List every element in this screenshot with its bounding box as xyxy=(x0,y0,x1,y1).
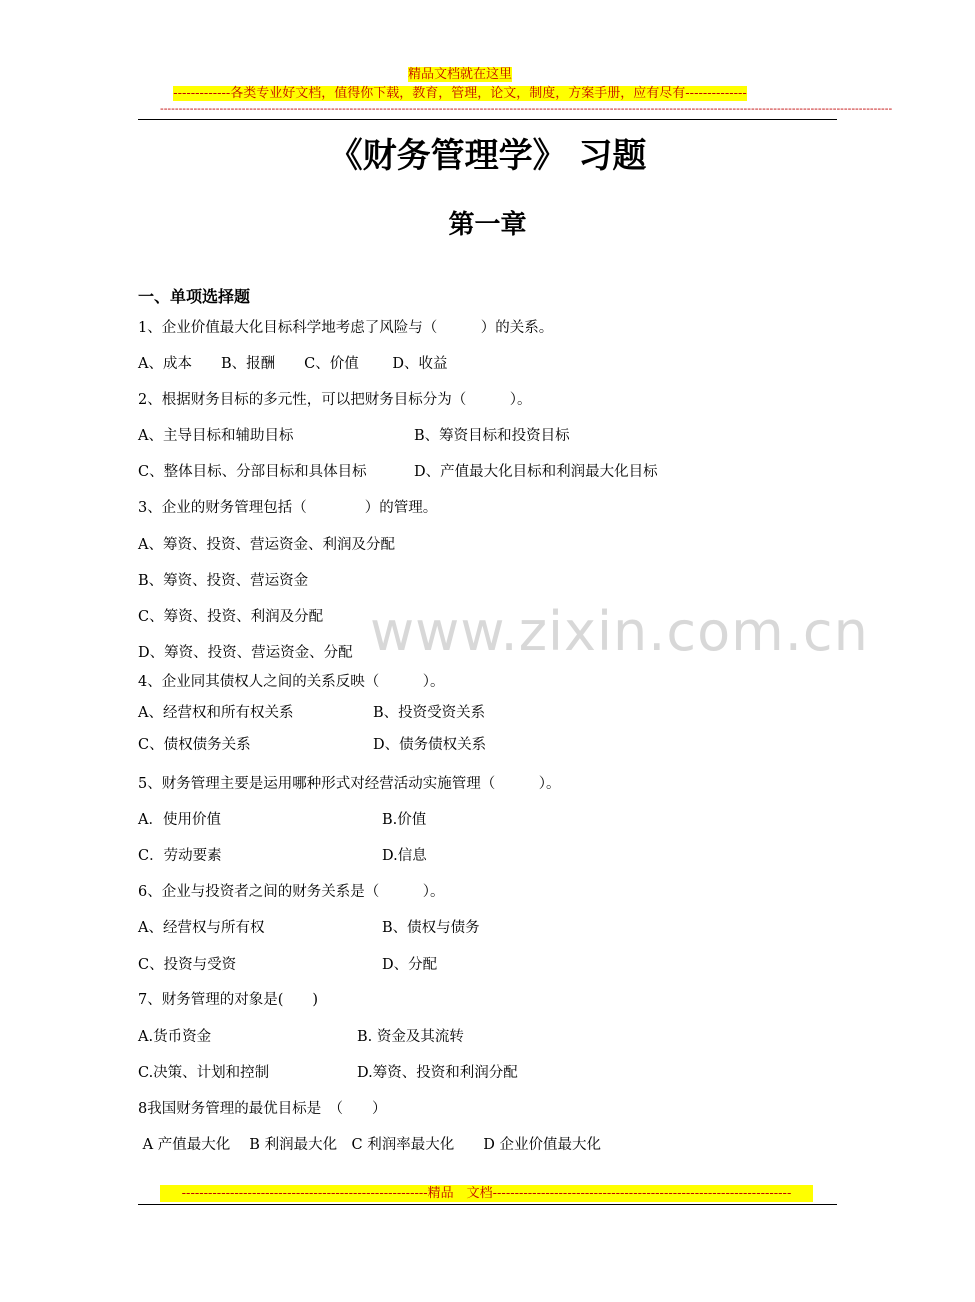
question-2-option-b: B、筹资目标和投资目标 xyxy=(414,428,570,444)
question-6: 6、企业与投资者之间的财务关系是（ ）。 xyxy=(138,884,445,900)
question-7-option-c: C.决策、计划和控制 xyxy=(138,1065,270,1081)
question-7-option-b: B. 资金及其流转 xyxy=(357,1029,464,1045)
header-tagline: 精品文档就在这里 xyxy=(407,67,512,82)
question-3-option-b: B、筹资、投资、营运资金 xyxy=(138,573,309,589)
question-2-option-c: C、整体目标、分部目标和具体目标 xyxy=(138,464,367,480)
question-2-option-a: A、主导目标和辅助目标 xyxy=(138,428,294,444)
question-1-options: A、成本 B、报酬 C、价值 D、收益 xyxy=(138,356,448,372)
question-3-option-a: A、筹资、投资、营运资金、利润及分配 xyxy=(138,537,395,553)
question-4-option-a: A、经营权和所有权关系 xyxy=(138,705,294,721)
question-8-options: A 产值最大化 B 利润最大化 C 利润率最大化 D 企业价值最大化 xyxy=(138,1137,601,1153)
question-6-option-c: C、投资与受资 xyxy=(138,957,237,973)
question-2: 2、根据财务目标的多元性，可以把财务目标分为（ ）。 xyxy=(138,392,532,408)
chapter-heading: 第一章 xyxy=(448,210,527,240)
question-4-option-c: C、债权债务关系 xyxy=(138,737,251,753)
question-6-option-a: A、经营权与所有权 xyxy=(138,920,265,936)
question-2-option-d: D、产值最大化目标和利润最大化目标 xyxy=(414,464,658,480)
question-6-option-d: D、分配 xyxy=(382,957,438,973)
question-5: 5、财务管理主要是运用哪种形式对经营活动实施管理（ ）。 xyxy=(138,776,561,792)
question-7: 7、财务管理的对象是( ) xyxy=(138,992,319,1008)
question-4-option-b: B、投资受资关系 xyxy=(373,705,486,721)
watermark: www.zixin.com.cn xyxy=(370,600,869,663)
footer-banner: --------------------------------------------------------精品 文档-------------------------------------------------------------------- xyxy=(160,1185,813,1202)
header-dashes: ----------------------------------------------------------------------------------------------------------------------------------------------------------------------------------------------------- xyxy=(160,102,893,115)
question-6-option-b: B、债权与债务 xyxy=(382,920,480,936)
footer-rule xyxy=(138,1204,837,1205)
question-8: 8我国财务管理的最优目标是 （ ） xyxy=(138,1101,387,1117)
question-5-option-b: B.价值 xyxy=(382,812,427,828)
question-4: 4、企业同其债权人之间的关系反映（ ）。 xyxy=(138,674,445,690)
question-7-option-d: D.筹资、投资和利润分配 xyxy=(357,1065,518,1081)
section-heading: 一、单项选择题 xyxy=(138,287,251,306)
question-7-option-a: A.货币资金 xyxy=(138,1029,212,1045)
question-5-option-d: D.信息 xyxy=(382,848,427,864)
question-5-option-a: A．使用价值 xyxy=(138,812,221,828)
question-4-option-d: D、债务债权关系 xyxy=(373,737,487,753)
header-rule xyxy=(138,119,837,120)
document-title: 《财务管理学》 习题 xyxy=(328,136,647,176)
question-3-option-d: D、筹资、投资、营运资金、分配 xyxy=(138,645,353,661)
question-1: 1、企业价值最大化目标科学地考虑了风险与（ ）的关系。 xyxy=(138,320,554,336)
question-3-option-c: C、筹资、投资、利润及分配 xyxy=(138,609,324,625)
header-banner: -------------各类专业好文档，值得你下载，教育，管理，论文，制度，方案手册，应有尽有-------------- xyxy=(173,86,747,101)
question-3: 3、企业的财务管理包括（ ）的管理。 xyxy=(138,500,438,516)
question-5-option-c: C．劳动要素 xyxy=(138,848,222,864)
